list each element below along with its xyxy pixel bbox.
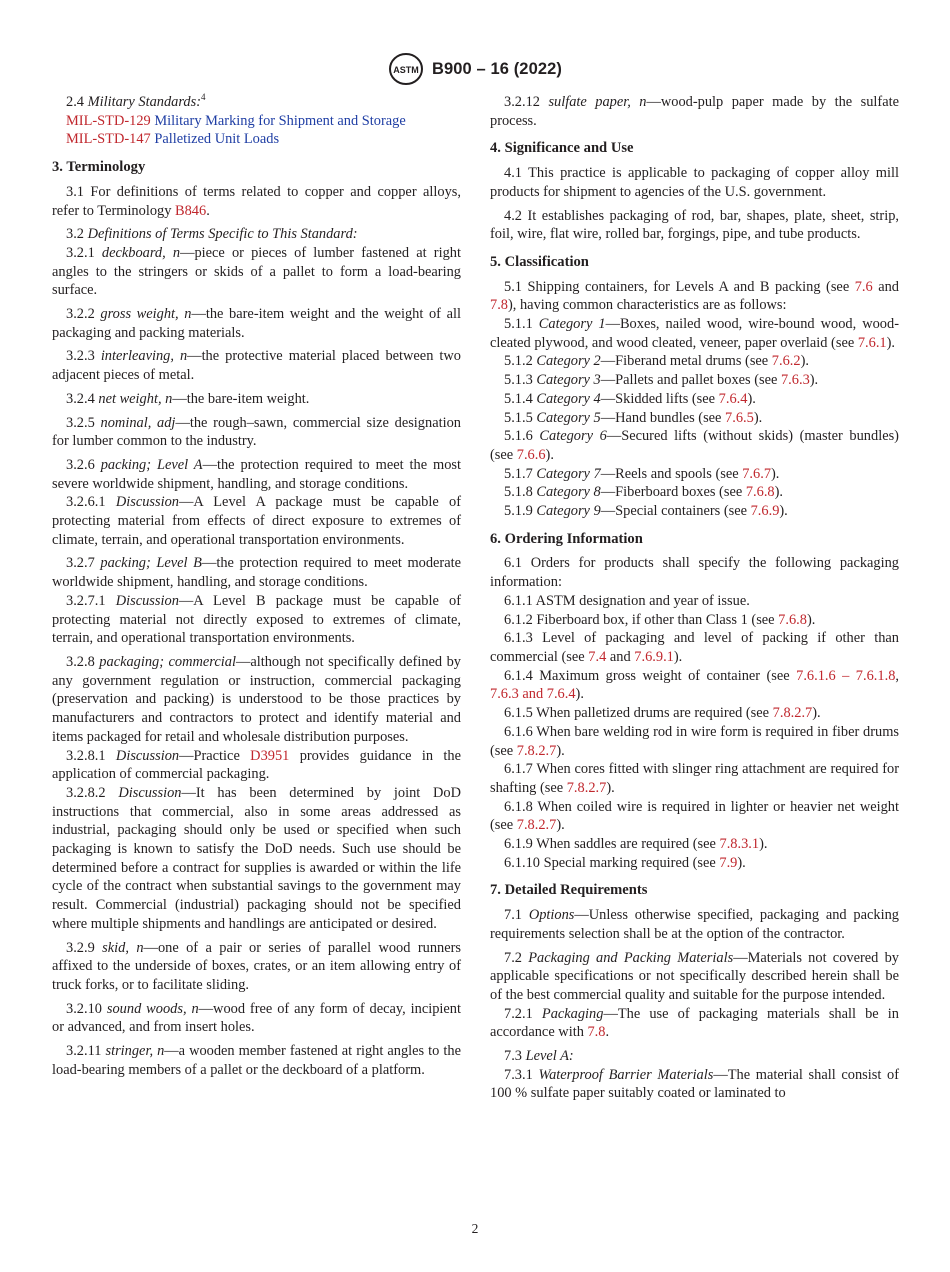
category-ref-link[interactable]: 7.6.7 — [742, 465, 772, 482]
category-ref-link[interactable]: 7.6.3 — [780, 372, 810, 389]
para-6-1-2: 6.1.2 Fiberboard box, if other than Class 1 (see 7.6.8). — [504, 611, 816, 628]
svg-text:ASTM: ASTM — [393, 65, 419, 75]
para-3-2-6-1: 3.2.6.1 Discussion—A Level A package must be capable of protecting material from effects of direct exposure to extremes of climate, terrain, and operational transportation environments. — [52, 494, 462, 548]
mil-std-129-entry[interactable]: MIL-STD-129 Military Marking for Shipment and Storage — [66, 112, 406, 129]
para-6-1-3: 6.1.3 Level of packaging and level of packing if other than commercial (see 7.4 and 7.6.9.1). — [490, 630, 899, 665]
ref-7-6-link[interactable]: 7.6 — [854, 278, 873, 295]
section-7-title: 7. Detailed Requirements — [490, 882, 648, 899]
ref-7-8-link[interactable]: 7.8 — [490, 297, 508, 314]
category-item: 5.1.3 Category 3—Pallets and pallet boxes (see 7.6.3). — [504, 372, 819, 389]
category-list — [490, 315, 899, 521]
category-ref-link[interactable]: 7.6.8 — [745, 484, 775, 501]
military-standards-heading: 2.4 Military Standards:$^4$ — [66, 92, 206, 110]
left-column — [52, 93, 461, 1079]
category-ref-link[interactable]: 7.6.9 — [750, 503, 780, 520]
para-3-2-8: 3.2.8 packaging; commercial—although not specifically defined by any government regulation or instruction, commercial packaging (preservation and packing) is understood to be those practices by manufacturers and contractors to protect and identify material and items packaged for retail and wholesale distribution purposes. — [52, 653, 461, 745]
section-6-title: 6. Ordering Information — [490, 530, 643, 547]
ref-link[interactable]: 7.6.8 — [778, 611, 807, 628]
para-3-2-7-1: 3.2.7.1 Discussion—A Level B package must be capable of protecting material not directly exposed to extremes of climate, terrain, and operational transportation environments. — [52, 592, 461, 647]
para-6-1-5: 6.1.5 When palletized drums are required (see 7.8.2.7). — [504, 705, 821, 722]
para-3-2-3: 3.2.3 interleaving, n—the protective material placed between two adjacent pieces of metal. — [52, 348, 461, 384]
category-ref-link[interactable]: 7.6.2 — [771, 353, 801, 370]
ref-link[interactable]: 7.8.2.7 — [772, 705, 813, 722]
ref-d3951-link[interactable]: D3951 — [250, 747, 290, 764]
mil-std-147-entry[interactable]: MIL-STD-147 Palletized Unit Loads — [66, 131, 280, 148]
para-4-2: 4.2 It establishes packaging of rod, bar, shapes, plate, sheet, strip, foil, wire, flat wire, rolled bar, forgings, pipe, and tube products. — [490, 207, 899, 243]
para-3-2-8-1: 3.2.8.1 Discussion—Practice D3951 provides guidance in the application of commercial packaging. — [52, 747, 461, 783]
category-item: 5.1.2 Category 2—Fiberand metal drums (see 7.6.2). — [504, 353, 809, 370]
category-item: 5.1.1 Category 1—Boxes, nailed wood, wire-bound wood, wood-cleated plywood, and wood cleated, veneer, paper overlaid (see 7.6.1). — [490, 316, 899, 351]
ref-link[interactable]: 7.6.3 and 7.6.4 — [490, 686, 576, 703]
para-6-1-7: 6.1.7 When cores fitted with slinger ring attachment are required for shafting (see 7.8.2.7). — [490, 761, 899, 796]
ref-link[interactable]: 7.8.2.7 — [516, 817, 557, 834]
right-column — [490, 93, 899, 1103]
para-3-2-8-2: 3.2.8.2 Discussion—It has been determined by joint DoD instructions that commercial, also in some areas addressed as industrial, packaging should only be used or specified when such packaging is known to satisfy the DoD needs. Such use should be determined before a contract for supplies is awarded or within the life cycle of the contract when substantial savings to the government may result. Commercial (industrial) packaging should not be specified where multiple shipments and handlings are anticipated or desired. — [52, 784, 461, 932]
para-3-2-7: 3.2.7 packing; Level B—the protection required to meet moderate worldwide shipment, handling, and storage conditions. — [52, 555, 461, 591]
category-item: 5.1.8 Category 8—Fiberboard boxes (see 7.6.8). — [504, 484, 783, 501]
ref-link[interactable]: 7.6.9.1 — [634, 648, 674, 665]
para-6-1-9: 6.1.9 When saddles are required (see 7.8.3.1). — [504, 836, 768, 853]
para-6-1-8: 6.1.8 When coiled wire is required in lighter or heavier net weight (see 7.8.2.7). — [490, 798, 899, 834]
category-ref-link[interactable]: 7.6.5 — [725, 409, 754, 426]
ref-link[interactable]: 7.9 — [719, 854, 738, 871]
page-number: 2 — [471, 1221, 479, 1236]
para-3-2-11: 3.2.11 stringer, n—a wooden member fastened at right angles to the load-bearing members of a pallet or the deckboard of a platform. — [52, 1043, 461, 1078]
ref-link[interactable]: 7.8.2.7 — [566, 779, 607, 796]
para-4-1: 4.1 This practice is applicable to packaging of copper alloy mill products for shipment to agencies of the U.S. government. — [490, 165, 899, 200]
ref-link[interactable]: 7.8.3.1 — [719, 836, 760, 853]
para-6-1-1: 6.1.1 ASTM designation and year of issue. — [504, 592, 750, 609]
document-designation: B900 – 16 (2022) — [431, 59, 563, 78]
ref-b846-link[interactable]: B846 — [175, 202, 207, 219]
category-item: 5.1.6 Category 6—Secured lifts (without skids) (master bundles) (see 7.6.6). — [490, 428, 899, 463]
para-7-2-1: 7.2.1 Packaging—The use of packaging materials shall be in accordance with 7.8. — [490, 1005, 900, 1041]
para-3-2-10: 3.2.10 sound woods, n—wood free of any form of decay, incipient or advanced, and from insert holes. — [52, 1000, 461, 1036]
ref-link[interactable]: 7.6.1.6 – 7.6.1.8 — [796, 667, 896, 684]
para-6-1: 6.1 Orders for products shall specify the following packaging information: — [490, 555, 899, 591]
section-5-title: 5. Classification — [490, 253, 589, 270]
para-3-2-12: 3.2.12 sulfate paper, n—wood-pulp paper made by the sulfate process. — [490, 94, 899, 129]
category-item: 5.1.7 Category 7—Reels and spools (see 7.6.7). — [504, 465, 780, 482]
para-3-2: 3.2 Definitions of Terms Specific to This Standard: — [66, 226, 358, 243]
category-ref-link[interactable]: 7.6.6 — [516, 446, 546, 463]
para-3-2-6: 3.2.6 packing; Level A—the protection required to meet the most severe worldwide shipment, handling, and storage conditions. — [52, 456, 461, 492]
para-6-1-4: 6.1.4 Maximum gross weight of container (see 7.6.1.6 – 7.6.1.8, 7.6.3 and 7.6.4). — [490, 667, 899, 703]
para-7-2: 7.2 Packaging and Packing Materials—Materials not covered by applicable specifications or not specifically described herein shall be of the best commercial quality and suitable for the purpose intended. — [490, 949, 899, 1003]
ref-link[interactable]: 7.4 — [588, 648, 607, 665]
section-4-title: 4. Significance and Use — [490, 140, 634, 157]
category-item: 5.1.4 Category 4—Skidded lifts (see 7.6.4). — [504, 390, 756, 407]
category-ref-link[interactable]: 7.6.4 — [718, 390, 748, 407]
para-7-3: 7.3 Level A: — [504, 1048, 574, 1065]
para-7-1: 7.1 Options—Unless otherwise specified, packaging and packing requirements selection shall be at the option of the contractor. — [490, 907, 899, 942]
para-7-3-1: 7.3.1 Waterproof Barrier Materials—The material shall consist of 100 % sulfate paper suitably coated or laminated to — [490, 1066, 899, 1102]
para-3-1: 3.1 For definitions of terms related to copper and copper alloys, refer to Terminology B846. — [52, 183, 461, 219]
ref-link[interactable]: 7.8.2.7 — [516, 742, 557, 759]
para-3-2-2: 3.2.2 gross weight, n—the bare-item weight and the weight of all packaging and packing materials. — [52, 306, 461, 341]
para-3-2-1: 3.2.1 deckboard, n—piece or pieces of lumber fastened at right angles to the stringers or skids of a pallet to form a load-bearing surface. — [52, 244, 461, 299]
para-3-2-5: 3.2.5 nominal, adj—the rough–sawn, commercial size designation for lumber common to the industry. — [52, 414, 461, 450]
para-3-2-9: 3.2.9 skid, n—one of a pair or series of parallel wood runners affixed to the underside of boxes, crates, or an item allowing entry of truck forks, or to facilitate sliding. — [52, 939, 461, 993]
ref-link[interactable]: 7.8 — [587, 1024, 606, 1041]
page-header — [0, 52, 950, 86]
astm-logo-icon — [388, 52, 424, 86]
category-ref-link[interactable]: 7.6.1 — [857, 334, 887, 351]
para-5-1: 5.1 Shipping containers, for Levels A and B packing (see 7.6 and 7.8), having common characteristics are as follows: — [490, 278, 899, 314]
category-item: 5.1.5 Category 5—Hand bundles (see 7.6.5). — [504, 409, 763, 426]
para-6-1-10: 6.1.10 Special marking required (see 7.9). — [504, 854, 746, 871]
category-item: 5.1.9 Category 9—Special containers (see 7.6.9). — [504, 503, 788, 520]
section-3-title: 3. Terminology — [52, 159, 146, 176]
para-3-2-4: 3.2.4 net weight, n—the bare-item weight. — [66, 390, 310, 407]
para-6-1-6: 6.1.6 When bare welding rod in wire form is required in fiber drums (see 7.8.2.7). — [490, 723, 899, 759]
